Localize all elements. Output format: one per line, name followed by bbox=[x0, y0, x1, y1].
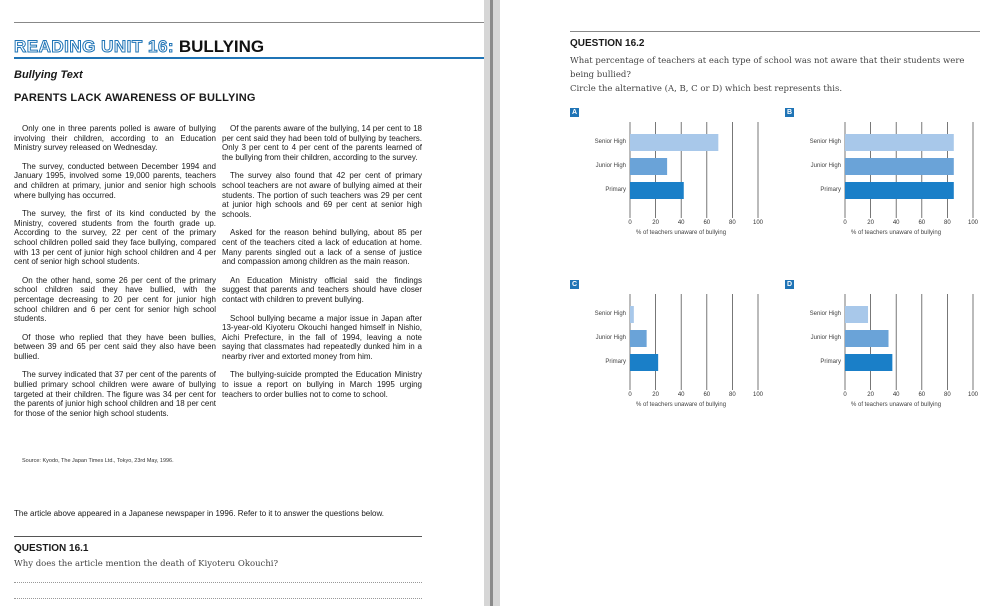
tick-label: 80 bbox=[944, 392, 951, 398]
category-label: Junior High bbox=[810, 163, 841, 169]
chart-letter-badge: B bbox=[786, 109, 793, 116]
tick-label: 0 bbox=[843, 392, 847, 398]
question-rule bbox=[14, 536, 422, 537]
tick-label: 100 bbox=[752, 392, 763, 398]
chart-option-d[interactable] bbox=[785, 280, 985, 420]
question-16-2-line: What percentage of teachers at each type of school was not aware that their students were being bullied? bbox=[570, 56, 965, 80]
article-paragraph: The survey, the first of its kind conducted by the Ministry, covered students from the fourth grade up. According to the survey, 22 per cent of the primary school children polled said they face bullying, compared with 13 per cent of junior high school children and 4 per cent of senior high school students. bbox=[14, 209, 216, 267]
tick-label: 60 bbox=[918, 392, 926, 398]
tick-label: 40 bbox=[677, 392, 685, 398]
right-page bbox=[500, 0, 985, 606]
bar bbox=[630, 134, 718, 151]
bar-chart bbox=[570, 108, 770, 248]
left-page bbox=[0, 0, 484, 606]
article-paragraph: The survey, conducted between December 1994 and January 1995, involved some 19,000 parents, teachers and children at primary, junior and senior high schools where bullying has occurred. bbox=[14, 161, 216, 200]
article-paragraph: The bullying-suicide prompted the Education Ministry to issue a report on bullying in March 1995 urging teachers to order bullies not to come to school. bbox=[222, 370, 422, 399]
answer-line[interactable] bbox=[14, 598, 422, 599]
category-label: Junior High bbox=[595, 163, 626, 169]
tick-label: 80 bbox=[729, 220, 736, 226]
bar bbox=[630, 158, 667, 175]
article-paragraph: School bullying became a major issue in Japan after 13-year-old Kiyoteru Okouchi hanged himself in Nishio, Aichi Prefecture, in the fall of 1994, leaving a note saying that classmates had repeatedly dunked him in a nearby river and extorted money from him. bbox=[222, 313, 422, 361]
title-underline bbox=[14, 57, 484, 59]
article-paragraph: On the other hand, some 26 per cent of the primary school children said they have bullied, with the percentage decreasing to 20 per cent for junior high school children and 6 per cent for senior high school students. bbox=[14, 275, 216, 324]
question-16-2-line: Circle the alternative (A, B, C or D) which best represents this. bbox=[570, 84, 843, 94]
x-axis-label: % of teachers unaware of bullying bbox=[636, 402, 727, 408]
chart-option-a[interactable] bbox=[570, 108, 770, 248]
category-label: Primary bbox=[820, 359, 841, 365]
answer-line[interactable] bbox=[14, 582, 422, 583]
unit-title-topic: BULLYING bbox=[178, 37, 265, 56]
bar bbox=[630, 306, 634, 323]
bar bbox=[845, 306, 868, 323]
tick-label: 40 bbox=[892, 392, 900, 398]
category-label: Senior High bbox=[594, 139, 626, 145]
x-axis-label: % of teachers unaware of bullying bbox=[851, 230, 942, 236]
tick-label: 60 bbox=[703, 392, 711, 398]
bar-chart bbox=[785, 280, 985, 420]
category-label: Primary bbox=[605, 359, 626, 365]
tick-label: 100 bbox=[967, 220, 978, 226]
x-axis-label: % of teachers unaware of bullying bbox=[851, 402, 942, 408]
article-paragraph: The survey indicated that 37 per cent of the parents of bullied primary school children were aware of bullying targeted at their children. The figure was 34 per cent for the parents of junior high school children and 18 per cent for those of the senior high school students. bbox=[14, 370, 216, 418]
tick-label: 20 bbox=[652, 220, 659, 226]
page-gutter bbox=[484, 0, 500, 606]
tick-label: 0 bbox=[628, 220, 632, 226]
tick-label: 60 bbox=[918, 220, 926, 226]
article-title: PARENTS LACK AWARENESS OF BULLYING bbox=[14, 92, 256, 104]
tick-label: 0 bbox=[628, 392, 632, 398]
article-paragraph: The survey also found that 42 per cent of primary school teachers are not aware of bullying aimed at their students. The portion of such teachers was 29 per cent at junior high schools and 69 per cent at senior high schools. bbox=[222, 171, 422, 219]
article-column-b bbox=[222, 124, 422, 408]
question-16-2-heading: QUESTION 16.2 bbox=[570, 38, 645, 49]
question-16-1-heading: QUESTION 16.1 bbox=[14, 543, 89, 554]
bar bbox=[845, 158, 954, 175]
subhead: Bullying Text bbox=[14, 69, 83, 81]
bar bbox=[630, 354, 658, 371]
bar-chart bbox=[785, 108, 985, 248]
unit-title-number: READING UNIT 16: bbox=[14, 37, 175, 56]
chart-option-c[interactable] bbox=[570, 280, 770, 420]
category-label: Primary bbox=[820, 187, 841, 193]
tick-label: 100 bbox=[752, 220, 763, 226]
tick-label: 20 bbox=[652, 392, 659, 398]
chart-letter-badge: D bbox=[786, 281, 793, 288]
source-citation: Source: Kyodo, The Japan Times Ltd., Tokyo, 23rd May, 1996. bbox=[22, 458, 174, 464]
tick-label: 80 bbox=[729, 392, 736, 398]
tick-label: 20 bbox=[867, 392, 874, 398]
bar bbox=[845, 354, 892, 371]
unit-title bbox=[14, 37, 264, 57]
category-label: Primary bbox=[605, 187, 626, 193]
chart-letter-badge: C bbox=[571, 281, 578, 288]
category-label: Senior High bbox=[809, 311, 841, 317]
chart-option-b[interactable] bbox=[785, 108, 985, 248]
bar bbox=[845, 182, 954, 199]
tick-label: 60 bbox=[703, 220, 711, 226]
article-paragraph: Only one in three parents polled is aware of bullying involving their children, according to an Education Ministry survey released on Wednesday. bbox=[14, 124, 216, 153]
tick-label: 80 bbox=[944, 220, 951, 226]
x-axis-label: % of teachers unaware of bullying bbox=[636, 230, 727, 236]
tick-label: 40 bbox=[677, 220, 685, 226]
chart-letter-badge: A bbox=[571, 109, 578, 116]
category-label: Senior High bbox=[809, 139, 841, 145]
bar bbox=[845, 330, 889, 347]
tick-label: 100 bbox=[967, 392, 978, 398]
question-16-2-text bbox=[570, 54, 982, 96]
category-label: Junior High bbox=[595, 335, 626, 341]
top-rule bbox=[14, 22, 484, 23]
bar bbox=[845, 134, 954, 151]
tick-label: 20 bbox=[867, 220, 874, 226]
bar-chart bbox=[570, 280, 770, 420]
article-paragraph: Asked for the reason behind bullying, about 85 per cent of the teachers cited a lack of education at home. Many parents singled out a lack of a sense of justice and compassion among children as the main reason. bbox=[222, 228, 422, 267]
article-paragraph: Of the parents aware of the bullying, 14 per cent to 18 per cent said they had been told of bullying by teachers. Only 3 per cent to 4 per cent of the parents learned of the bullying from their children, according to the survey. bbox=[222, 124, 422, 162]
bar bbox=[630, 182, 684, 199]
article-column-a bbox=[14, 124, 216, 427]
tick-label: 0 bbox=[843, 220, 847, 226]
article-paragraph: Of those who replied that they have been bullies, between 39 and 65 per cent said they also have been bullied. bbox=[14, 332, 216, 361]
tick-label: 40 bbox=[892, 220, 900, 226]
instruction-text: The article above appeared in a Japanese newspaper in 1996. Refer to it to answer the questions below. bbox=[14, 509, 385, 518]
bar bbox=[630, 330, 647, 347]
category-label: Senior High bbox=[594, 311, 626, 317]
category-label: Junior High bbox=[810, 335, 841, 341]
question-16-1-text: Why does the article mention the death of Kiyoteru Okouchi? bbox=[14, 559, 279, 569]
top-rule bbox=[570, 31, 980, 32]
article-paragraph: An Education Ministry official said the findings suggest that parents and teachers should have closer contact with children to prevent bullying. bbox=[222, 275, 422, 304]
